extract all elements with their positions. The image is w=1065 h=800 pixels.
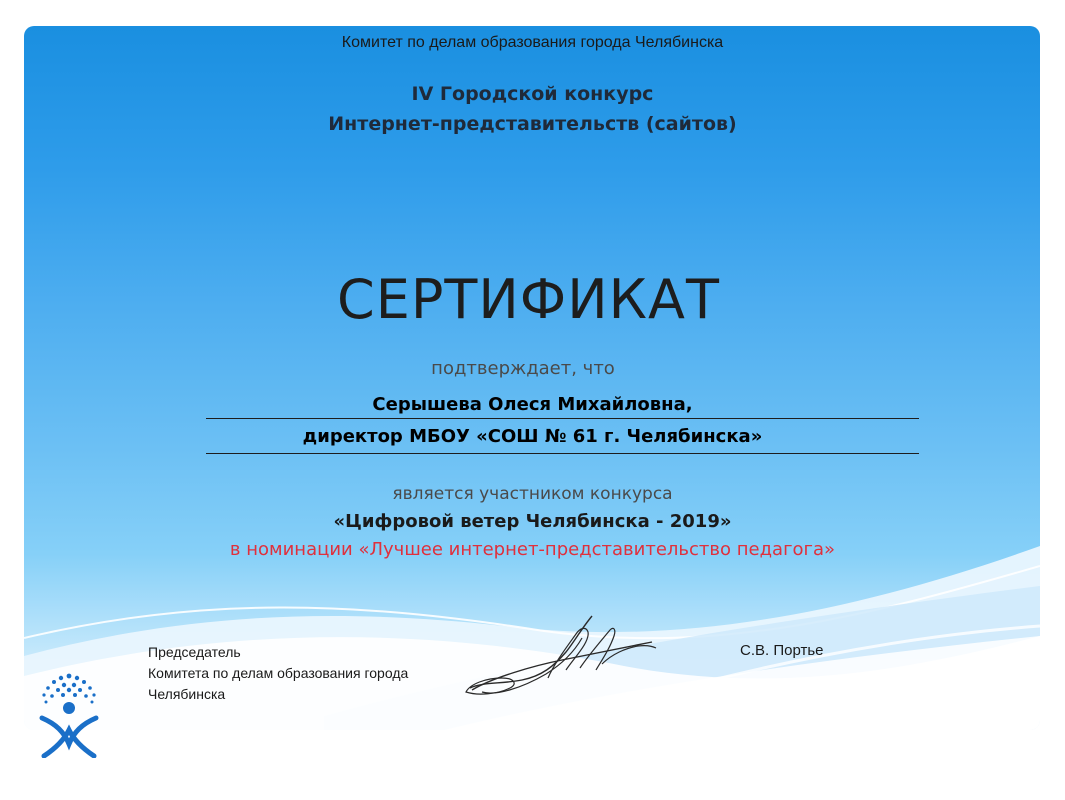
contest-title-line1: IV Городской конкурс xyxy=(411,83,654,105)
recipient-role: директор МБОУ «СОШ № 61 г. Челябинска» xyxy=(302,426,763,447)
position-line-2: Комитета по делам образования города xyxy=(148,665,409,681)
contest-name: «Цифровой ветер Челябинска - 2019» xyxy=(333,511,732,532)
role-underline xyxy=(206,453,919,454)
position-line-1: Председатель xyxy=(148,644,241,660)
chairman-position xyxy=(148,642,408,705)
confirms-text: подтверждает, что xyxy=(431,358,615,379)
nomination-text: в номинации «Лучшее интернет-представительство педагога» xyxy=(229,539,836,560)
participant-text: является участником конкурса xyxy=(392,484,673,504)
name-underline xyxy=(206,418,919,419)
committee-header: Комитет по делам образования города Челябинска xyxy=(341,34,724,51)
education-committee-logo-icon xyxy=(34,668,104,758)
signer-name: С.В. Портье xyxy=(740,642,824,659)
handwritten-signature-icon xyxy=(462,608,662,708)
position-line-3: Челябинска xyxy=(148,686,226,702)
recipient-name: Серышева Олеся Михайловна, xyxy=(372,394,693,415)
certificate-title: СЕРТИФИКАТ xyxy=(337,268,720,331)
contest-title-line2: Интернет-представительств (сайтов) xyxy=(328,113,737,135)
